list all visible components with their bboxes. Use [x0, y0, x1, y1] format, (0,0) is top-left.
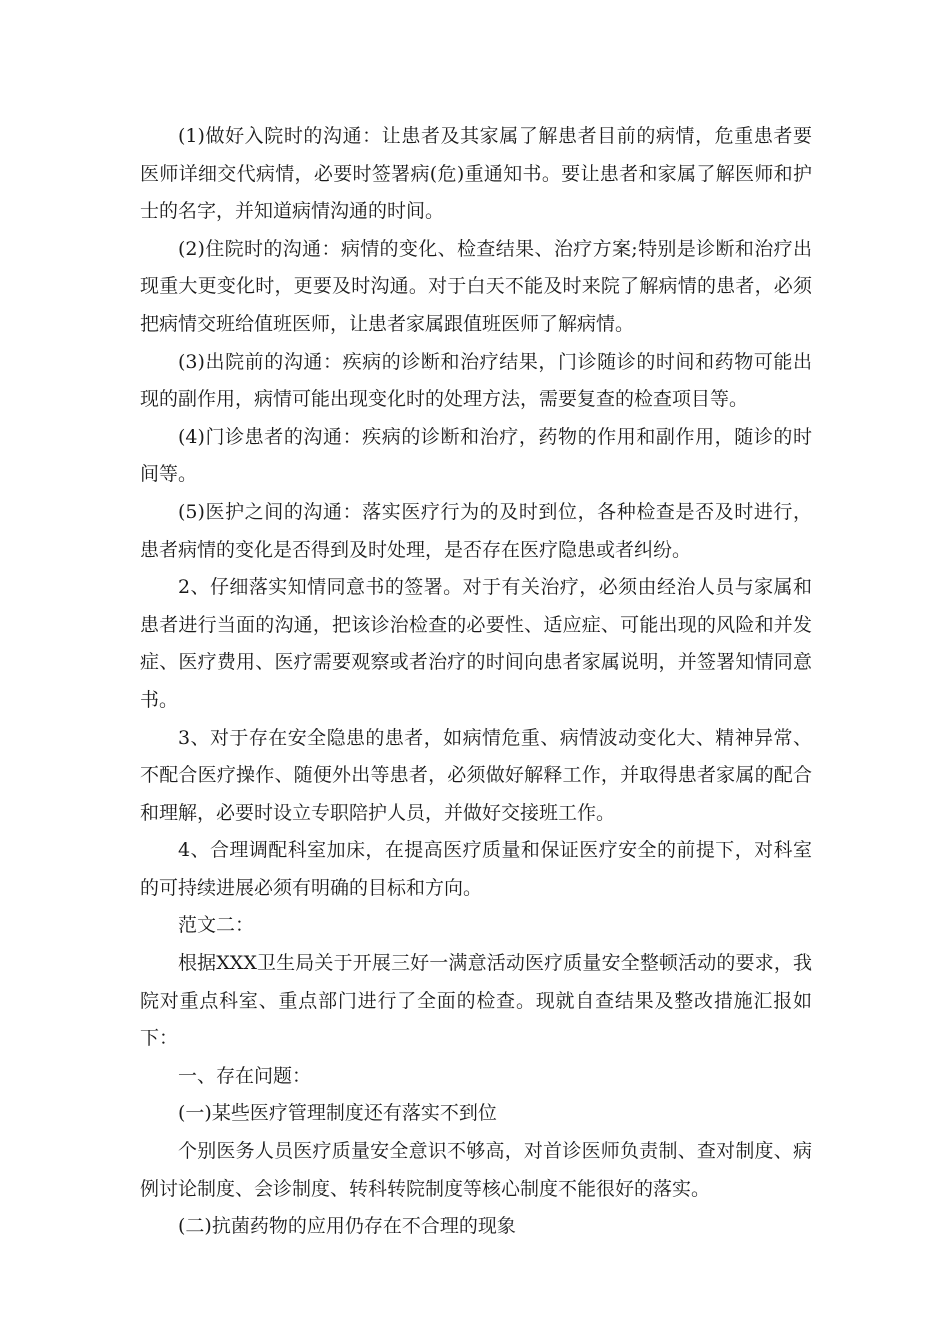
paragraph-informed-consent: 2、仔细落实知情同意书的签署。对于有关治疗，必须由经治人员与家属和患者进行当面的沟通，把该诊治检查的必要性、适应症、可能出现的风险和并发症、医疗费用、医疗需要观察或者治疗的时间向患者家属说明，并签署知情同意书。: [140, 576, 812, 711]
subheading-antibiotics: (二)抗菌药物的应用仍存在不合理的现象: [178, 1215, 516, 1238]
paragraph-inpatient-admission-communication: (1)做好入院时的沟通：让患者及其家属了解患者目前的病情，危重患者要医师详细交代病情，必要时签署病(危)重通知书。要让患者和家属了解医师和护士的名字，并知道病情沟通的时间。: [140, 125, 812, 223]
section-heading-existing-problems: 一、存在问题：: [178, 1064, 312, 1087]
paragraph-safety-risk-patients: 3、对于存在安全隐患的患者，如病情危重、病情波动变化大、精神异常、不配合医疗操作、随便外出等患者，必须做好解释工作，并取得患者家属的配合和理解，必要时设立专职陪护人员，并做好交接班工作。: [140, 726, 812, 824]
section-heading-sample-two: 范文二：: [178, 914, 255, 937]
paragraph-discharge-communication: (3)出院前的沟通：疾病的诊断和治疗结果，门诊随诊的时间和药物可能出现的副作用，病情可能出现变化时的处理方法，需要复查的检查项目等。: [140, 350, 812, 411]
paragraph-hospitalization-communication: (2)住院时的沟通：病情的变化、检查结果、治疗方案;特别是诊断和治疗出现重大更变化时，更要及时沟通。对于白天不能及时来院了解病情的患者，必须把病情交班给值班医师，让患者家属跟值班医师了解病情。: [140, 237, 812, 335]
paragraph-medical-nursing-communication: (5)医护之间的沟通：落实医疗行为的及时到位，各种检查是否及时进行，患者病情的变化是否得到及时处理，是否存在医疗隐患或者纠纷。: [140, 500, 812, 561]
paragraph-safety-awareness: 个别医务人员医疗质量安全意识不够高，对首诊医师负责制、查对制度、病例讨论制度、会诊制度、转科转院制度等核心制度不能很好的落实。: [140, 1140, 812, 1200]
subheading-management-system: (一)某些医疗管理制度还有落实不到位: [178, 1102, 497, 1125]
document-body: [140, 118, 812, 1246]
paragraph-extra-beds: 4、合理调配科室加床，在提高医疗质量和保证医疗安全的前提下，对科室的可持续进展必须有明确的目标和方向。: [140, 839, 812, 899]
paragraph-inspection-intro: 根据XXX卫生局关于开展三好一满意活动医疗质量安全整顿活动的要求，我院对重点科室、重点部门进行了全面的检查。现就自查结果及整改措施汇报如下：: [140, 952, 812, 1050]
paragraph-outpatient-communication: (4)门诊患者的沟通：疾病的诊断和治疗，药物的作用和副作用，随诊的时间等。: [140, 425, 812, 486]
